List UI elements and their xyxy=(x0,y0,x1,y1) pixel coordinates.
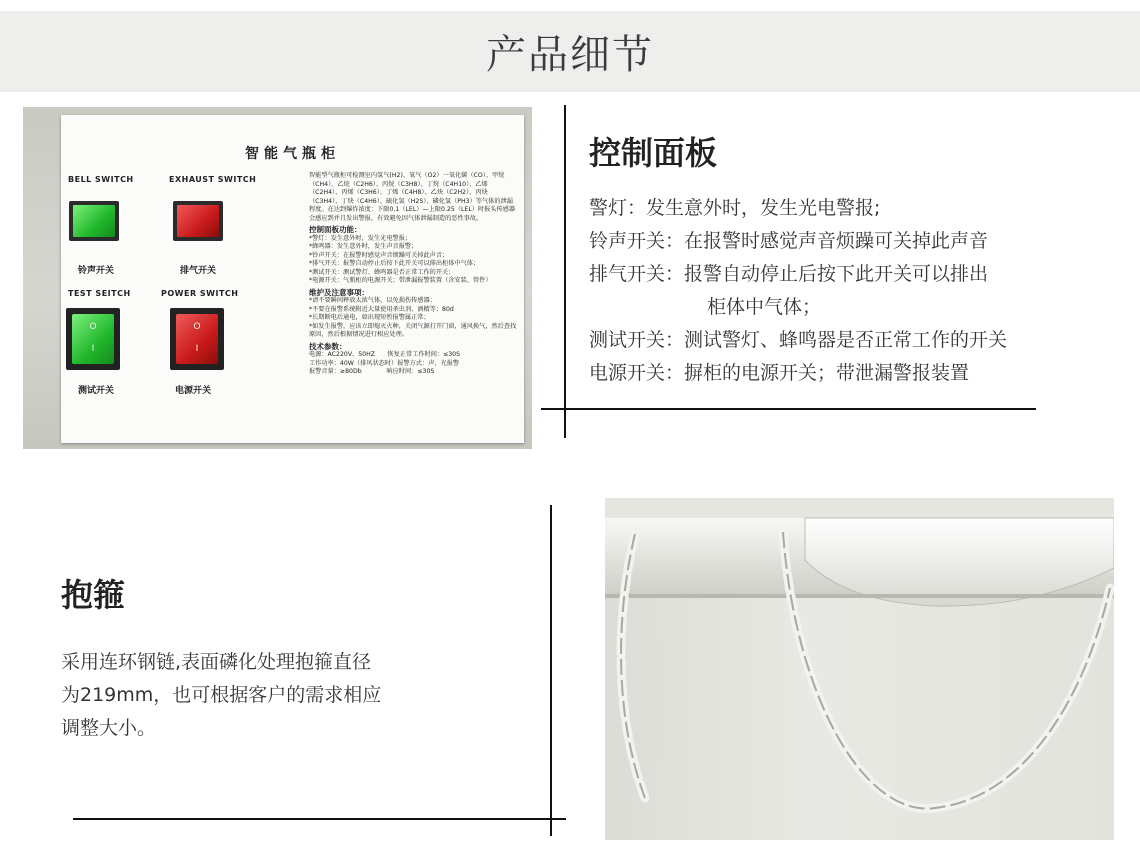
bar-shadow xyxy=(605,594,1114,598)
plate-function-item: *蜂鸣器：发生意外时，发生声音报警； xyxy=(309,243,418,250)
panel-plate xyxy=(61,115,524,443)
clamp-heading: 抱箍 xyxy=(61,576,126,614)
plate-maintenance-item: *如发生报警，应该立即熄灭火种，关闭气源打开门窗，通风换气，然后查找原因，然后根据情况进行相应处理。 xyxy=(309,322,517,338)
line-label: 排气开关： xyxy=(589,263,685,285)
line-text: 摒柜的电源开关；带泄漏警报装置 xyxy=(684,362,970,384)
description-line xyxy=(589,192,1007,225)
description-line: 调整大小。 xyxy=(61,717,157,739)
plate-intro: 智能型气瓶柜可检测室内氢气(H2)、氧气（O2）一氧化碳（CO）、甲烷（CH4）、乙烷（C2H6）、丙烷（C3H8）、丁烷（C4H10）、乙烯（C2H4）、丙烯（C3H6）、丁烯（C4H8）、乙炔（C2H2）、丙炔（C3H4）、丁炔（C4H6）、硫化氢（H2S）、磷化氢（PH3）等气体的泄漏程度。在达到爆炸浓度：下限0.1（LEL）—上限0.25（LEL）时报头传感器会感应到并且发出警报，有效避免因气体泄漏制造的恶性事故。 xyxy=(309,172,516,222)
plate-tech-item: 电源：AC220V、50HZ 恢复正常工作时间：≤30S xyxy=(309,351,461,358)
description-line xyxy=(589,258,1007,291)
divider-vertical xyxy=(550,505,552,836)
rocker-on-mark: O xyxy=(193,322,201,332)
bell-switch-caption: 铃声开关 xyxy=(78,266,115,276)
divider-vertical xyxy=(564,105,566,438)
chain-clamp-photo xyxy=(605,498,1114,840)
divider-horizontal xyxy=(73,818,566,820)
line-label: 警灯： xyxy=(589,197,647,219)
plate-functions-title: 控制面板功能： xyxy=(309,225,362,234)
control-panel-photo xyxy=(23,107,532,449)
line-label: 测试开关： xyxy=(589,329,685,351)
description-line xyxy=(589,225,1007,258)
plate-tech-item: 工作功率：40W（排风状态时）报警方式：声、光报警 xyxy=(309,359,460,367)
line-label: 电源开关： xyxy=(589,362,685,384)
plate-function-item: *铃声开关：在报警时感觉声音烦躁可关掉此声音； xyxy=(309,251,449,259)
test-switch-label: TEST SEITCH xyxy=(68,289,131,298)
power-switch-caption: 电源开关 xyxy=(175,386,212,396)
plate-maintenance-title: 维护及注意事项： xyxy=(309,287,369,297)
test-switch-button xyxy=(66,308,120,370)
line-text: 发生意外时，发生光电警报; xyxy=(646,197,881,219)
test-switch-caption: 测试开关 xyxy=(78,386,115,396)
description-line: 采用连环钢链,表面磷化处理抱箍直径 xyxy=(61,651,372,673)
clamp-description xyxy=(61,646,381,745)
rocker-off-mark: I xyxy=(195,344,199,354)
exhaust-switch-button xyxy=(173,201,223,241)
line-label: 铃声开关： xyxy=(589,230,685,252)
page-title: 产品细节 xyxy=(486,32,654,78)
line-text: 在报警时感觉声音烦躁可关掉此声音 xyxy=(684,230,989,252)
plate-maintenance-item: *请不要瞬间释放太浓气体，以免损伤传感器； xyxy=(309,297,436,304)
chain-illustration xyxy=(605,498,1114,840)
line-text: 报警自动停止后按下此开关可以排出 xyxy=(684,263,989,285)
plate-function-item: *测试开关：测试警灯、蜂鸣器是否正常工作的开关； xyxy=(309,268,455,276)
rocker-on-mark: O xyxy=(89,322,97,332)
exhaust-switch-caption: 排气开关 xyxy=(180,266,217,276)
bell-switch-button xyxy=(69,201,119,241)
plate-maintenance-item: *长期断电后通电，如出现短暂报警属正常； xyxy=(309,314,430,321)
divider-horizontal xyxy=(541,408,1036,410)
plate-title: 智能气瓶柜 xyxy=(245,146,340,162)
control-panel-description xyxy=(589,192,1007,390)
plate-maintenance-item: *不要在报警系统附近大量使用杀虫剂、酒精等；80d xyxy=(309,305,454,313)
plate-tech-title: 技术参数： xyxy=(309,341,347,351)
title-banner xyxy=(0,11,1140,92)
plate-tech-item: 报警音量：≥80Db 响应时间：≤30S xyxy=(309,368,435,375)
power-switch-button xyxy=(170,308,224,370)
plate-description xyxy=(309,172,517,377)
plate-function-item: *排气开关：报警自动停止后按下此开关可以排出柜体中气体； xyxy=(309,260,480,267)
plate-function-item: *电源开关：气瓶柜的电源开关；带泄漏报警装置（含安装、管件） xyxy=(309,277,492,284)
plate-function-item: *警灯：发生意外时，发生光电警报； xyxy=(309,234,412,242)
description-line: 为219mm，也可根据客户的需求相应 xyxy=(61,684,382,706)
bell-switch-label: BELL SWITCH xyxy=(68,175,134,184)
power-switch-label: POWER SWITCH xyxy=(161,289,239,298)
exhaust-switch-label: EXHAUST SWITCH xyxy=(169,175,257,184)
description-line xyxy=(589,291,1007,324)
line-text: 测试警灯、蜂鸣器是否正常工作的开关 xyxy=(684,329,1008,351)
line-text: 柜体中气体； xyxy=(707,296,822,318)
description-line xyxy=(589,357,1007,390)
description-line xyxy=(589,324,1007,357)
rocker-off-mark: I xyxy=(91,344,95,354)
control-panel-heading: 控制面板 xyxy=(589,134,718,172)
